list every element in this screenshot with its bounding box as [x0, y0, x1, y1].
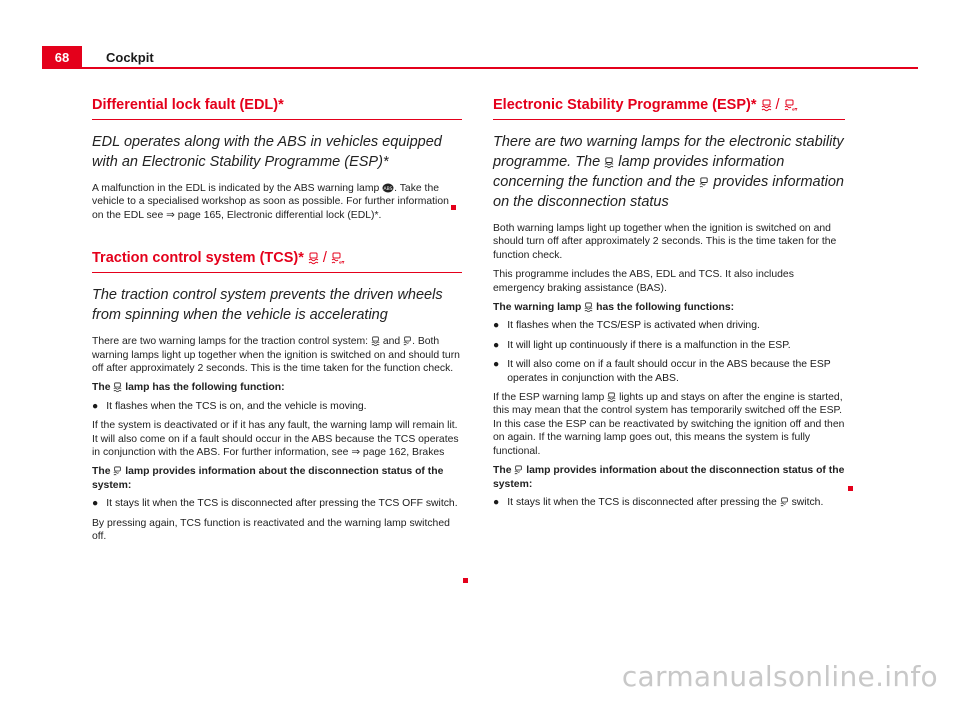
edl-title: Differential lock fault (EDL)*: [92, 97, 284, 113]
list-item: [493, 496, 845, 509]
tcs-heading: [92, 250, 462, 273]
esp-p3-a: If the ESP warning lamp: [493, 392, 605, 404]
tcs-paragraph-3: By pressing again, TCS function is reactivated and the warning lamp switched off.: [92, 517, 450, 543]
bullet-dot: ●: [493, 339, 500, 351]
right-column: [493, 97, 845, 515]
esp-l1-b: has the following functions:: [596, 302, 735, 314]
stability-control-off-icon: [514, 465, 523, 475]
svg-text:off: off: [791, 107, 797, 112]
header-rule: [42, 67, 918, 69]
bullet-text: It flashes when the TCS/ESP is activated when driving.: [507, 320, 760, 332]
esp-title: Electronic Stability Programme (ESP)*: [493, 97, 757, 113]
section-end-marker: [463, 578, 468, 583]
stability-control-off-icon: [784, 99, 795, 111]
tcs-subtitle: The traction control system prevents the driven wheels from spinning when the vehicle is accelerating: [92, 287, 443, 324]
bullet-text: It stays lit when the TCS is disconnected after pressing the TCS OFF switch.: [106, 498, 458, 510]
esp-sub-a: There are two warning lamps for the electronic stability programme. The: [493, 134, 844, 170]
esp-l1-a: The warning lamp: [493, 302, 582, 314]
esp-subtitle: [493, 132, 845, 212]
svg-text:ABS: ABS: [383, 187, 393, 192]
traction-control-off-icon: [113, 466, 122, 476]
bullet-text: It flashes when the TCS is on, and the vehicle is moving.: [106, 400, 367, 412]
tcs-p1-b: and: [382, 336, 401, 348]
tcs-l2-b: lamp provides information about the disconnection status of the system:: [92, 466, 444, 491]
tcs-l1-a: The: [92, 382, 111, 394]
traction-control-icon: [371, 336, 380, 346]
esp-paragraph-1: Both warning lamps light up together when the ignition is switched on and should turn off after approximately 2 seconds. This is the time taken for the function check.: [493, 223, 837, 261]
esp-paragraph-3: [493, 391, 845, 458]
stability-control-icon: [604, 157, 614, 168]
esp-heading: [493, 97, 845, 120]
esp-separator: /: [775, 97, 780, 113]
esp-bl-a: It stays lit when the TCS is disconnected after pressing the: [507, 496, 777, 508]
esp-l2-a: The: [493, 465, 512, 477]
esp-p3-b: lights up and stays on after the engine is started, this may mean that the control system has temporarily switched off the ESP. In this case the ESP can be reactivated by switching the ignition off and then on again. If the warning lamp goes out, this means the system is fully functional.: [493, 392, 845, 457]
esp-lamp1-heading: [493, 301, 845, 314]
esp-bl-b: switch.: [791, 496, 824, 508]
stability-control-icon: [761, 99, 772, 111]
svg-text:off: off: [338, 260, 345, 265]
tcs-p1-c: . Both warning lamps light up together when the ignition is switched on and should turn off after approximately 2 seconds. This is the time taken for the function check.: [92, 336, 460, 375]
bullet-dot: ●: [493, 496, 500, 508]
tcs-paragraph-1: [92, 335, 462, 375]
edl-text-b: . Take the vehicle to a specialised workshop as soon as possible. For further information on the EDL see ⇒ page 165, Electronic differential lock (EDL)*.: [92, 183, 449, 221]
tcs-title: Traction control system (TCS)*: [92, 250, 304, 267]
bullet-text: [507, 496, 823, 509]
stability-control-off-icon: [699, 177, 709, 188]
bullet-dot: ●: [92, 498, 99, 510]
section-end-marker: [848, 486, 853, 491]
stability-control-off-icon: [780, 497, 789, 507]
tcs-paragraph-2: If the system is deactivated or if it has any fault, the warning lamp will remain lit. It will also come on if a fault should occur in the ABS because the TCS operates in conjunction with the ABS. For further information, see ⇒ page 162, Brakes: [92, 420, 459, 459]
esp-l2-b: lamp provides information about the disconnection status of the system:: [493, 465, 845, 490]
list-item: [493, 358, 845, 385]
watermark: carmanualsonline.info: [621, 660, 938, 693]
edl-subtitle: EDL operates along with the ABS in vehicles equipped with an Electronic Stability Programme (ESP)*: [92, 134, 442, 170]
abs-warning-icon: [382, 183, 394, 193]
esp-lamp2-heading: [493, 464, 845, 491]
edl-heading: [92, 97, 462, 120]
list-item: [92, 497, 462, 510]
esp-sub-c: provides information on the disconnection status: [493, 174, 844, 210]
tcs-separator: /: [322, 250, 327, 267]
stability-control-icon: [584, 302, 593, 312]
tcs-l1-b: lamp has the following function:: [125, 382, 285, 394]
bullet-dot: ●: [493, 320, 500, 332]
tcs-lamp1-heading: [92, 381, 462, 394]
traction-control-icon: [113, 382, 122, 392]
stability-control-icon: [607, 392, 616, 402]
esp-paragraph-2: This programme includes the ABS, EDL and TCS. It also includes emergency braking assistance (BAS).: [493, 269, 794, 294]
traction-control-off-icon: [331, 252, 345, 265]
esp-sub-b: lamp provides information concerning the function and the: [493, 154, 785, 190]
bullet-dot: ●: [92, 400, 99, 412]
bullet-dot: ●: [493, 359, 500, 371]
bullet-text: It will light up continuously if there is a malfunction in the ESP.: [507, 339, 791, 351]
traction-control-icon: [308, 252, 319, 264]
list-item: [493, 319, 845, 332]
tcs-p1-a: There are two warning lamps for the traction control system:: [92, 336, 369, 348]
page-number: 68: [42, 46, 82, 68]
edl-text-a: A malfunction in the EDL is indicated by the ABS warning lamp: [92, 183, 380, 194]
list-item: [92, 400, 462, 413]
section-end-marker: [451, 205, 456, 210]
bullet-text: It will also come on if a fault should occur in the ABS because the ESP operates in conjunction with the ABS.: [507, 359, 831, 384]
tcs-l2-a: The: [92, 466, 111, 478]
tcs-lamp2-heading: [92, 465, 462, 492]
traction-control-off-icon: [403, 336, 412, 346]
section-title: Cockpit: [106, 50, 154, 65]
list-item: [493, 339, 845, 352]
edl-paragraph: [92, 182, 462, 222]
left-column: [92, 97, 462, 550]
